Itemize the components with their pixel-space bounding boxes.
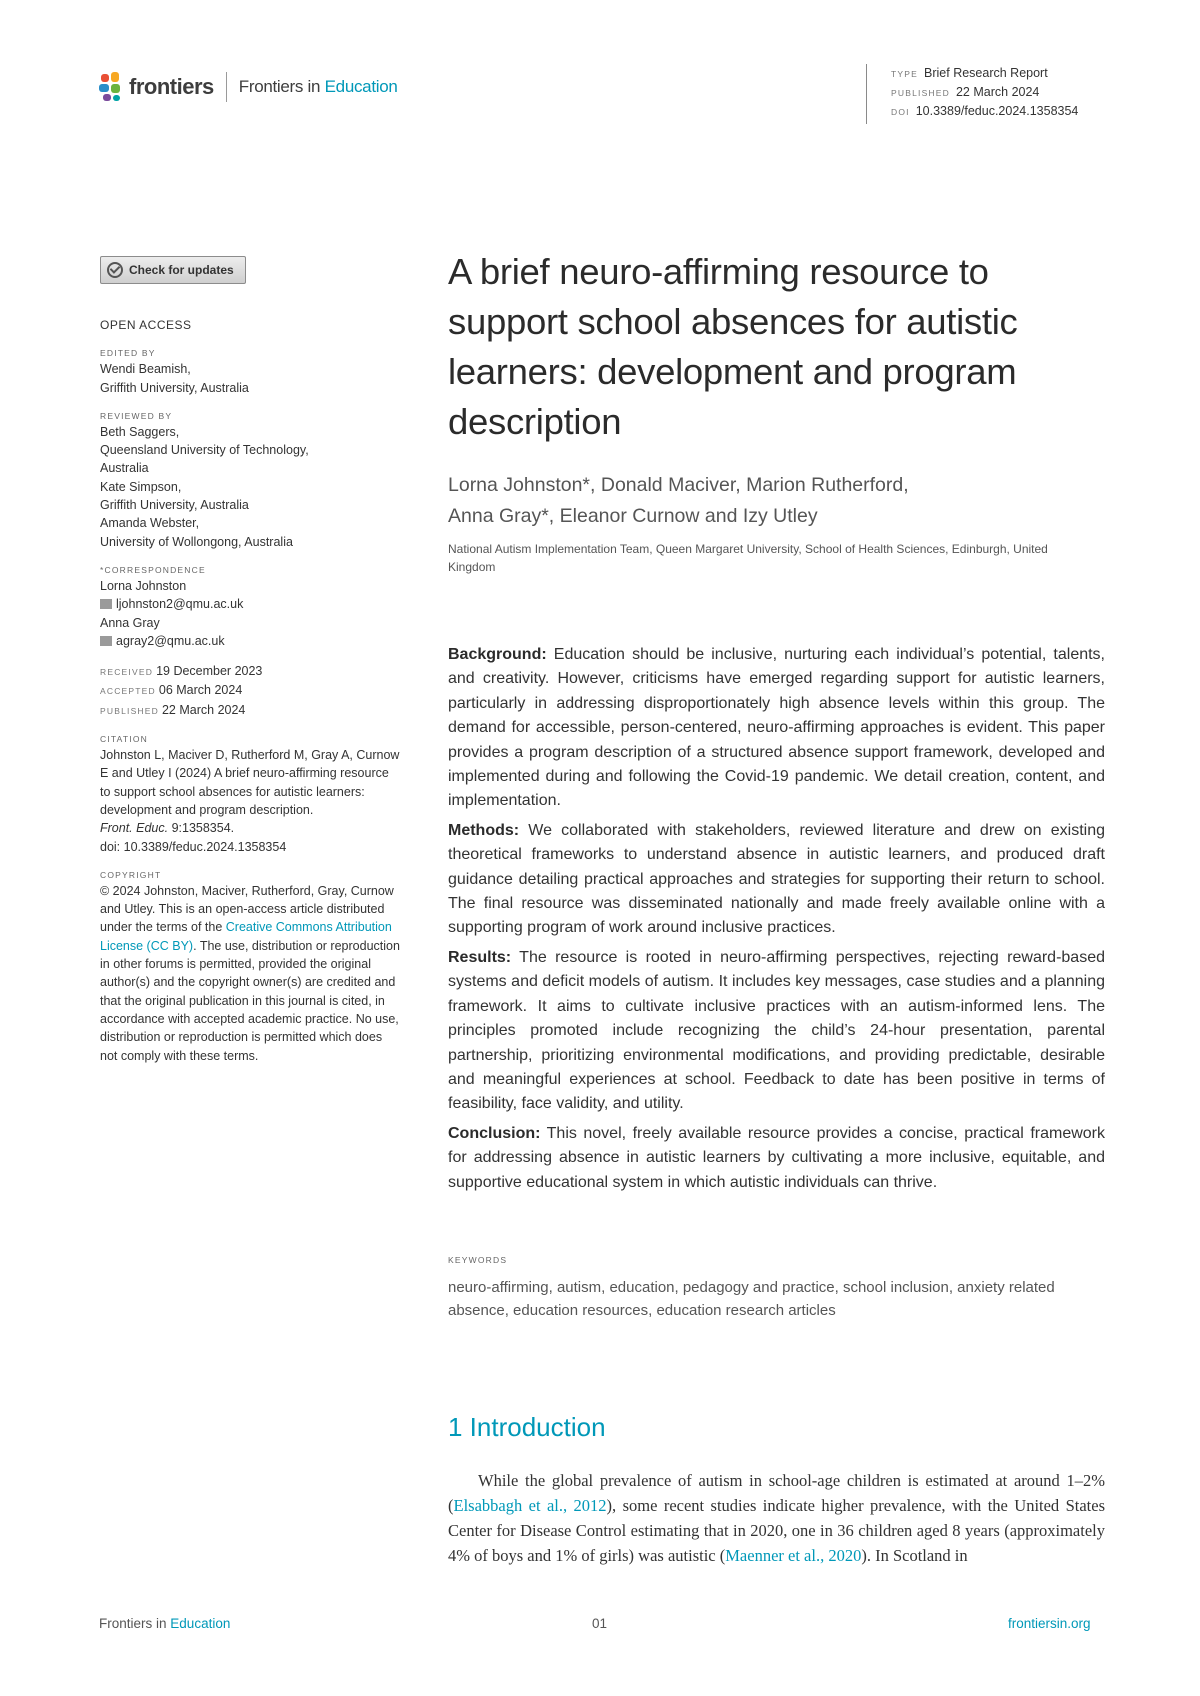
email-link-2[interactable]: agray2@qmu.ac.uk xyxy=(100,632,400,650)
logo-separator xyxy=(226,72,227,102)
reference-link[interactable]: Maenner et al., 2020 xyxy=(725,1546,862,1565)
meta-published: PUBLISHED 22 March 2024 xyxy=(891,85,1040,99)
check-circle-icon xyxy=(107,262,123,278)
journal-name[interactable] xyxy=(239,77,398,97)
date-accepted: ACCEPTED 06 March 2024 xyxy=(100,683,243,698)
abstract xyxy=(448,643,1105,1200)
open-access-label: OPEN ACCESS xyxy=(100,318,192,332)
article-meta-box xyxy=(866,64,1078,124)
author-list: Lorna Johnston*, Donald Maciver, Marion Rutherford, Anna Gray*, Eleanor Curnow and Izy Utley xyxy=(448,474,909,527)
section-heading-introduction: 1 Introduction xyxy=(448,1412,606,1442)
article-title: A brief neuro-affirming resource to support school absences for autistic learners: development and program description xyxy=(448,251,1018,442)
affiliation: National Autism Implementation Team, Queen Margaret University, School of Health Sciences, Edinburgh, United Kingdom xyxy=(448,542,1048,574)
journal-name-accent: Education xyxy=(324,77,398,96)
frontiers-logo[interactable] xyxy=(99,70,398,104)
abstract-methods: Methods: We collaborated with stakeholders, reviewed literature and drew on existing theoretical frameworks to understand absence in autistic learners, and produced draft guidance detailing practical approaches and strategies for supporting their return to school. The final resource was disseminated nationally and made freely available online with a supporting program of work around inclusive practices. xyxy=(448,821,1105,937)
correspondence: Lorna Johnston ljohnston2@qmu.ac.uk Anna Gray agray2@qmu.ac.uk xyxy=(100,577,400,650)
mail-icon xyxy=(100,599,112,609)
sidebar xyxy=(100,256,400,1065)
meta-type: TYPE Brief Research Report xyxy=(891,66,1048,80)
mail-icon xyxy=(100,636,112,646)
frontiers-logo-mark-icon xyxy=(99,72,123,102)
citation-label: CITATION xyxy=(100,734,149,745)
edited-by-label: EDITED BY xyxy=(100,348,156,359)
correspondence-label: *CORRESPONDENCE xyxy=(100,564,206,575)
date-received: RECEIVED 19 December 2023 xyxy=(100,664,263,679)
meta-doi[interactable]: DOI 10.3389/feduc.2024.1358354 xyxy=(891,104,1079,118)
cc-license-link[interactable]: Creative Commons Attribution License (CC BY) xyxy=(100,920,392,953)
reviewed-by-label: REVIEWED BY xyxy=(100,410,173,421)
footer-journal: Frontiers in Education xyxy=(99,1616,231,1631)
page-number: 01 xyxy=(592,1616,608,1631)
copyright-label: COPYRIGHT xyxy=(100,869,162,880)
email-link-1[interactable]: ljohnston2@qmu.ac.uk xyxy=(100,595,400,613)
edited-by: Wendi Beamish, Griffith University, Australia xyxy=(100,362,249,395)
reference-link[interactable]: Elsabbagh et al., 2012 xyxy=(453,1496,607,1515)
copyright: © 2024 Johnston, Maciver, Rutherford, Gray, Curnow and Utley. This is an open-access article distributed under the terms of the Creative Commons Attribution License (CC BY). The use, distribution or reproduction in other forums is permitted, provided the original author(s) and the copyright owner(s) are credited and that the original publication in this journal is cited, in accordance with accepted academic practice. No use, distribution or reproduction is permitted which does not comply with these terms. xyxy=(100,883,400,1063)
citation: Johnston L, Maciver D, Rutherford M, Gray A, Curnow E and Utley I (2024) A brief neuro-affirming resource to support school absences for autistic learners: development and program description. Front. Educ. 9:1358354. doi: 10.3389/feduc.2024.1358354 xyxy=(100,748,400,854)
abstract-results: Results: The resource is rooted in neuro-affirming perspectives, rejecting reward-based systems and deficit models of autism. It includes key messages, case studies and a planning framework. It aims to cultivate inclusive practices with an autism-informed lens. The principles promoted include recognizing the child’s 24-hour presentation, parental partnership, prioritizing environmental modifications, and providing predictable, desirable and meaningful experiences at school. Feedback to date has been positive in terms of feasibility, face validity, and utility. xyxy=(448,948,1105,1113)
date-published: PUBLISHED 22 March 2024 xyxy=(100,702,246,717)
citation-doi-link[interactable]: doi: 10.3389/feduc.2024.1358354 xyxy=(100,839,287,854)
intro-paragraph: While the global prevalence of autism in school-age children is estimated at around 1–2% (Elsabbagh et al., 2012), some recent studies indicate higher prevalence, with the United States Center for Disease Control estimating that in 2020, one in 36 children aged 8 years (approximately 4% of boys and 1% of girls) was autistic (Maenner et al., 2020). In Scotland in xyxy=(448,1471,1106,1565)
footer-site-link[interactable]: frontiersin.org xyxy=(1008,1616,1091,1631)
keywords-label: KEYWORDS xyxy=(448,1255,508,1265)
keywords: neuro-affirming, autism, education, pedagogy and practice, school inclusion, anxiety related absence, education resources, education research articles xyxy=(448,1279,1055,1319)
abstract-background: Background: Education should be inclusive, nurturing each individual’s potential, talents, and creativity. However, criticisms have emerged regarding support for autistic learners, particularly in addressing disproportionately high absence levels within this group. The demand for accessible, person-centered, neuro-affirming approaches is evident. This paper provides a program description of a structured absence support framework, developed and implemented during and following the Covid-19 pandemic. We detail creation, content, and implementation. xyxy=(448,646,1105,810)
logo-wordmark: frontiers xyxy=(129,74,214,99)
check-for-updates-button[interactable]: Check for updates xyxy=(100,256,246,284)
abstract-conclusion: Conclusion: This novel, freely available resource provides a concise, practical framework for addressing absence in autistic learners by cultivating a more inclusive, equitable, and supportive educational system in which autistic individuals can thrive. xyxy=(448,1124,1105,1191)
reviewed-by: Beth Saggers, Queensland University of Technology, Australia Kate Simpson, Griffith University, Australia Amanda Webster, University of Wollongong, Australia xyxy=(100,424,309,549)
journal-name-prefix: Frontiers in xyxy=(238,77,321,96)
